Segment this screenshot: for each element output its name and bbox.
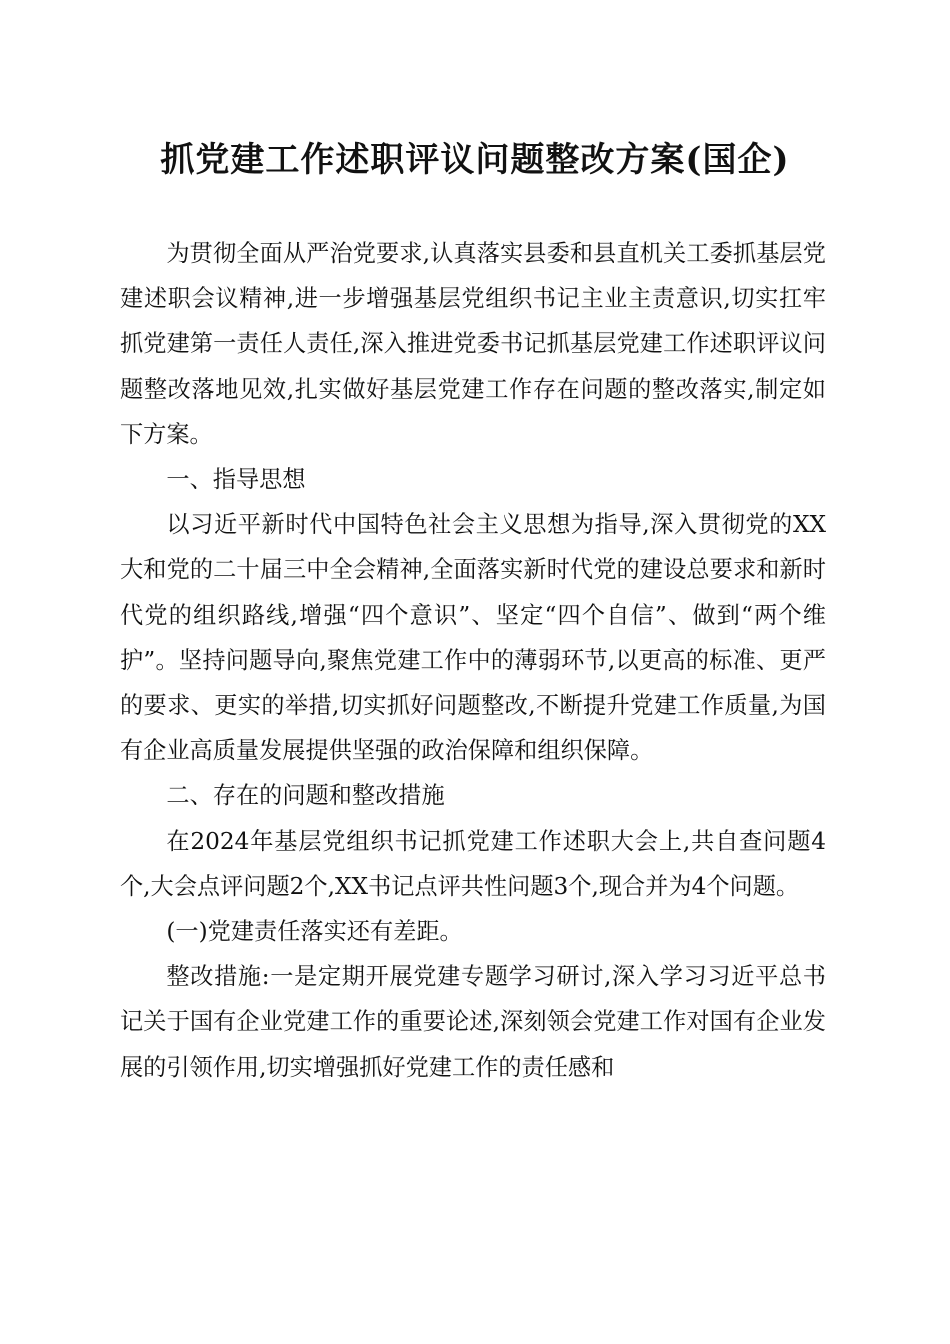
- section-heading-problems-and-measures: 二、存在的问题和整改措施: [166, 782, 445, 810]
- intro-paragraph: 为贯彻全面从严治党要求,认真落实县委和县直机关工委抓基层党建述职会议精神,进一步增强基层党组织书记主业主责意识,切实扛牢抓党建第一责任人责任,深入推进党委书记抓基层党建工作述职评议问题整改落地见效,扎实做好基层党建工作存在问题的整改落实,制定如下方案。: [120, 240, 826, 448]
- subsection-heading-responsibility: (一)党建责任落实还有差距。: [166, 918, 463, 946]
- guiding-ideology-paragraph: 以习近平新时代中国特色社会主义思想为指导,深入贯彻党的XX大和党的二十届三中全会精神,全面落实新时代党的建设总要求和新时代党的组织路线,增强“四个意识”、坚定“四个自信”、做到“两个维护”。坚持问题导向,聚焦党建工作中的薄弱环节,以更高的标准、更严的要求、更实的举措,切实抓好问题整改,不断提升党建工作质量,为国有企业高质量发展提供坚强的政治保障和组织保障。: [120, 511, 826, 765]
- document-body: [120, 231, 826, 1090]
- document-title: 抓党建工作述职评议问题整改方案(国企): [160, 140, 790, 180]
- problems-summary-paragraph: 在2024年基层党组织书记抓党建工作述职大会上,共自查问题4个,大会点评问题2个,XX书记点评共性问题3个,现合并为4个问题。: [120, 827, 826, 900]
- section-heading-guiding-ideology: 一、指导思想: [166, 466, 306, 494]
- measures-paragraph: 整改措施:一是定期开展党建专题学习研讨,深入学习习近平总书记关于国有企业党建工作的重要论述,深刻领会党建工作对国有企业发展的引领作用,切实增强抓好党建工作的责任感和: [120, 963, 826, 1081]
